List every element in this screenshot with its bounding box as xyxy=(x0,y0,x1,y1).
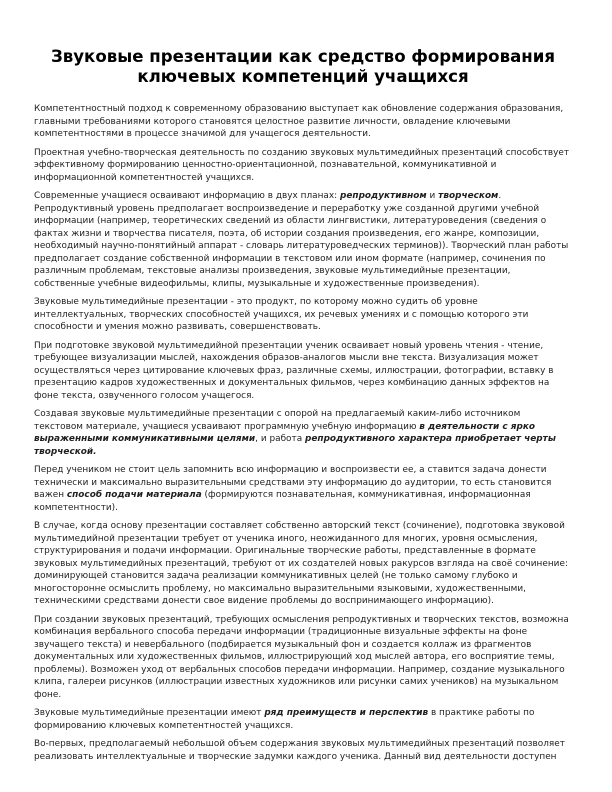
paragraph-text: Звуковые мультимедийные презентации - это продукт, по которому можно судить об уровне интеллектуальных, творческих способностей учащихся, их речевых умениях и с помощью которого эти способности и умения можно развивать, совершенствовать. xyxy=(34,297,529,332)
emphasized-text: репродуктивного характера приобретает черты творческой. xyxy=(34,434,556,457)
paragraph-text: Проектная учебно-творческая деятельность по созданию звуковых мультимедийных презентаций способствует эффективному формированию ценностно-ориентационной, познавательной, коммуникативной и информационной компетентностей учащихся. xyxy=(34,147,570,183)
emphasized-text: ряд преимуществ и перспектив xyxy=(264,708,429,718)
paragraph xyxy=(34,614,572,702)
paragraph xyxy=(34,408,572,458)
paragraph-text: При подготовке звуковой мультимедийной презентации ученик осваивает новый уровень чтения - чтение, требующее визуализации мыслей, нахождения образов-аналогов мысли вне текста. Визуализация может осуществляться через цитирование ключевых фраз, различные схемы, иллюстрации, фотографии, вставку в презентацию кадров художественных и документальных фильмов, через комбинацию данных эффектов на фоне текста, озвученного голосом учащегося. xyxy=(34,340,554,401)
document-title xyxy=(34,47,572,87)
paragraph-text: и xyxy=(426,191,439,201)
paragraph-text: При создании звуковых презентаций, требующих осмысления репродуктивных и творческих текстов, возможна комбинация вербального способа передачи информации (традиционные визуальные эффекты на фоне звучащего текста) и невербального (подбирается музыкальный фон и создается коллаж из фрагментов документальных или художественных фильмов, иллюстрирующий ход мыслей автора, его восприятие темы, проблемы). Возможен уход от вербальных способов передачи информации. Например, создание музыкального клипа, галереи рисунков (иллюстрации известных художников или рисунки самих учеников) на музыкальном фоне. xyxy=(34,614,569,700)
paragraph xyxy=(34,296,572,334)
emphasized-text: способ подачи материала xyxy=(66,490,202,500)
paragraph-text: Перед учеником не стоит цель запомнить всю информацию и воспроизвести ее, а ставится задача донести технически и максимально выразительными средствами эту информацию до аудитории, то есть становится важен xyxy=(34,465,552,500)
paragraph-text: Звуковые мультимедийные презентации имеют xyxy=(34,708,265,718)
paragraph xyxy=(34,103,572,141)
paragraph-text: , и работа xyxy=(255,434,305,444)
paragraph xyxy=(34,520,572,608)
paragraph xyxy=(34,190,572,290)
paragraph-text: Во-первых, предполагаемый небольшой объем содержания звуковых мультимедийных презентаций позволяет реализовать интеллектуальные и творческие задумки каждого ученика. Данный вид деятельности доступен xyxy=(34,739,565,762)
title-line-1: Звуковые презентации как средство формирования xyxy=(50,47,556,66)
paragraph-text: в практике работы по формированию ключевых компетентностей учащихся. xyxy=(34,708,535,731)
document-body xyxy=(34,103,572,763)
paragraph xyxy=(34,147,572,185)
emphasized-text: репродуктивном xyxy=(340,191,427,201)
emphasized-text: в деятельности с ярко выраженными коммуникативными целями xyxy=(34,421,536,444)
paragraph-text: Современные учащиеся осваивают информацию в двух планах: xyxy=(34,191,340,201)
paragraph xyxy=(34,738,572,763)
paragraph-text: Компетентностный подход к современному образованию выступает как обновление содержания образования, главными требованиями которого становятся целостное развитие личности, овладение ключевыми компетентностями в процессе значимой для учащегося деятельности. xyxy=(34,104,564,139)
emphasized-text: творческом xyxy=(438,191,499,201)
paragraph-text: Создавая звуковые мультимедийные презентации с опорой на предлагаемый каким-либо источником текстовом материале, учащиеся усваивают программную учебную информацию xyxy=(34,409,521,432)
paragraph xyxy=(34,707,572,732)
paragraph-text: (формируются познавательная, коммуникативная, информационная компетентности). xyxy=(34,490,531,513)
title-line-2: ключевых компетенций учащихся xyxy=(137,67,469,86)
paragraph xyxy=(34,340,572,403)
paragraph-text: . Репродуктивный уровень предполагает воспроизведение и переработку уже созданной другими учебной информации (например, теоретических сведений из области лингвистики, литературоведения (сведения о фактах жизни и творчества писателя, поэта, об истории создания произведения, его жанре, композиции, необходимый научно-понятийный аппарат - словарь литературоведческих терминов)). Творческий план работы предполагает создание собственной информации в текстовом или ином формате (например, сочинения по различным проблемам, текстовые анализы произведения, звуковые мультимедийные презентации, собственные учебные видеофильмы, клипы, музыкальные и художественные произведения). xyxy=(34,191,569,289)
paragraph-text: В случае, когда основу презентации составляет собственно авторский текст (сочинение), подготовка звуковой мультимедийной презентации требует от ученика иного, неожиданного для многих, уровня осмысления, структурирования и подачи информации. Оригинальные творческие работы, представленные в формате звуковых мультимедийных презентаций, требуют от их создателей новых ракурсов взгляда на своё сочинение: доминирующей становится задача реализации коммуникативных целей (не только самому глубоко и многосторонне осмыслить проблему, но максимально выразительными языковыми, художественными, техническими средствами донести свое видение проблемы до воспринимающего информацию). xyxy=(34,521,568,606)
paragraph xyxy=(34,464,572,514)
